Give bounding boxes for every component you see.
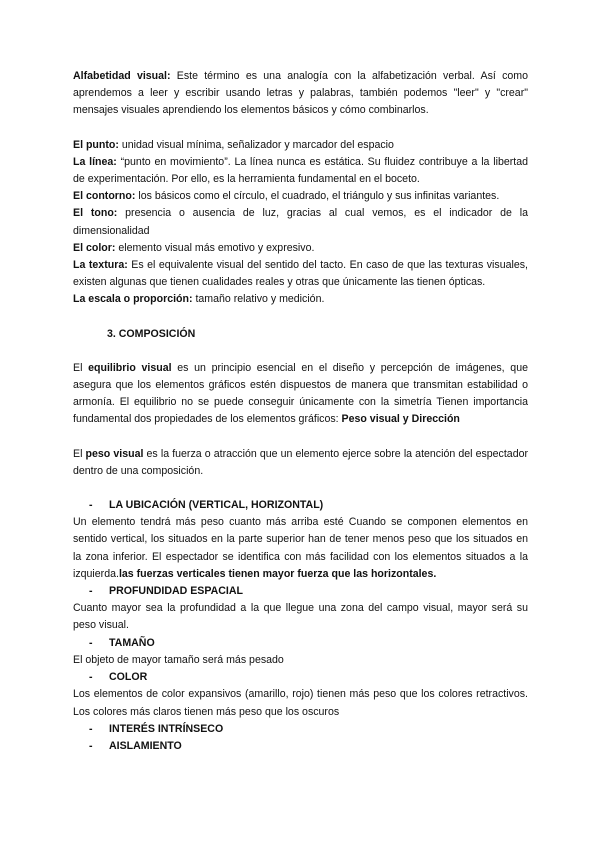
elements-list [73, 137, 528, 309]
element-scale: La escala o proporción: tamaño relativo y medición. [73, 293, 325, 306]
section-title: 3. COMPOSICIÓN [107, 327, 196, 340]
intro-text: Este término es una analogía con la alfabetización verbal. Así como aprendemos a leer y escribir usando letras y palabras, también podemos "leer" y "crear" mensajes visuales aprendiendo los elementos básicos y cómo combinarlos. [73, 70, 528, 117]
factor-heading-interes: - INTERÉS INTRÍNSECO [89, 722, 224, 735]
element-tone: El tono: presencia o ausencia de luz, gracias al cual vemos, es el indicador de la dimensionalidad [73, 207, 529, 237]
peso-paragraph: El peso visual es la fuerza o atracción que un elemento ejerce sobre la atención del espectador dentro de una composición. [73, 447, 529, 477]
factor-text-color: Los elementos de color expansivos (amarillo, rojo) tienen más peso que los colores retractivos. Los colores más claros tienen más peso que los oscuros [73, 688, 528, 718]
factor-heading-ubicacion: - LA UBICACIÓN (VERTICAL, HORIZONTAL) [89, 499, 324, 512]
intro-paragraph [73, 68, 528, 120]
factors-list [73, 497, 528, 755]
document-page [73, 68, 528, 755]
element-point: El punto: unidad visual mínima, señalizador y marcador del espacio [73, 138, 394, 151]
equilibrio-paragraph: El equilibrio visual es un principio esencial en el diseño y percepción de imágenes, que asegura que los elementos gráficos estén dispuestos de manera que transmitan estabilidad o armonía. El equilibrio no se puede conseguir únicamente con la simetría Tienen importancia fundamental dos propiedades de los elementos gráficos: Peso visual y Dirección [73, 361, 528, 426]
element-line: La línea: “punto en movimiento”. La línea nunca es estática. Su fluidez contribuye a la libertad de experimentación. Por ello, es la herramienta fundamental en el boceto. [73, 155, 528, 186]
factor-text-tamano: El objeto de mayor tamaño será más pesado [73, 653, 284, 666]
factor-heading-profundidad: - PROFUNDIDAD ESPACIAL [89, 585, 243, 598]
factor-heading-color: - COLOR [89, 671, 148, 684]
peso-term: peso visual [85, 447, 144, 460]
factor-text-ubicacion: Un elemento tendrá más peso cuanto más arriba esté Cuando se componen elementos en sentido vertical, los situados en la parte superior han de tener menos peso que los situados en la zona inferior. El espectador se identifica con más facilidad con los elementos situados a la izquierda.las fuerzas verticales tienen mayor fuerza que las horizontales. [73, 516, 528, 580]
factor-heading-tamano: - TAMAÑO [89, 636, 155, 649]
element-contour: El contorno: los básicos como el círculo, el cuadrado, el triángulo y sus infinitas variantes. [73, 190, 500, 203]
equilibrio-bold-end: Peso visual y Dirección [341, 413, 460, 426]
factor-text-profundidad: Cuanto mayor sea la profundidad a la que llegue una zona del campo visual, mayor será su peso visual. [73, 602, 528, 632]
equilibrio-term: equilibrio visual [88, 361, 172, 374]
intro-term: Alfabetidad visual: [73, 70, 171, 82]
element-texture: La textura: Es el equivalente visual del sentido del tacto. En caso de que las texturas visuales, existen algunas que tienen cualidades reales y otras que únicamente las tienen ópticas. [73, 259, 528, 289]
element-color: El color: elemento visual más emotivo y expresivo. [73, 241, 315, 254]
factor-heading-aislamiento: - AISLAMIENTO [89, 739, 182, 752]
